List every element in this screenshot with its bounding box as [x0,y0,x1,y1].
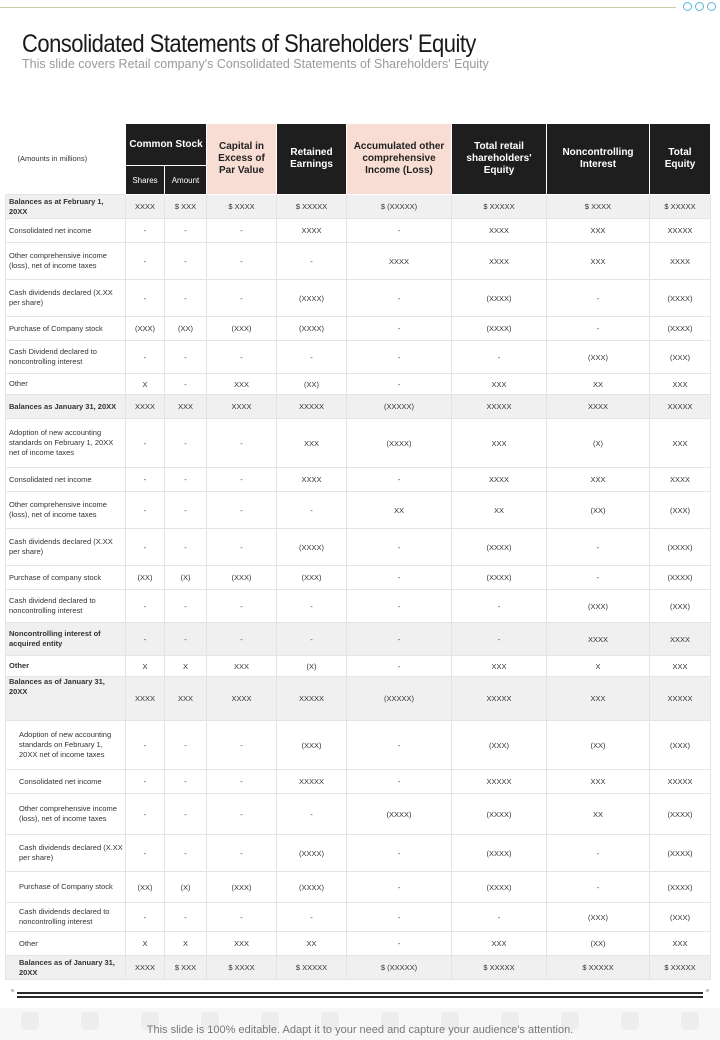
circle-icon [683,2,692,11]
table-row [6,794,711,835]
table-cell: (XXX) [650,903,711,932]
table-cell: - [126,903,165,932]
table-cell: (XXXX) [452,280,547,317]
table-cell: (XXX) [207,317,277,341]
col-common-stock: Common Stock [126,124,207,166]
row-label: Adoption of new accounting standards on February 1, 20XX net of income taxes [6,419,126,468]
col-aoci: Accumulated other comprehensive Income (Loss) [347,124,452,195]
table-cell: $ XXXXX [650,195,711,219]
table-cell: - [126,492,165,529]
table-row [6,219,711,243]
table-cell: (X) [547,419,650,468]
table-cell: XXX [452,419,547,468]
table-cell: XXX [547,770,650,794]
table-cell: (XX) [277,374,347,395]
row-label: Cash Dividend declared to noncontrolling interest [6,341,126,374]
table-cell: XXXX [650,243,711,280]
table-cell: - [207,794,277,835]
table-row [6,677,711,721]
table-cell: (XXX) [650,341,711,374]
table-cell: XXXX [207,395,277,419]
table-cell: XXXX [126,956,165,980]
table-cell: XXXX [126,395,165,419]
table-cell: - [452,341,547,374]
table-cell: XXXX [452,219,547,243]
decorative-dot [11,989,14,992]
row-label: Cash dividends declared to noncontrolling interest [6,903,126,932]
row-label: Purchase of Company stock [6,872,126,903]
table-cell: X [547,656,650,677]
footer-rule [17,996,703,998]
table-cell: - [165,529,207,566]
table-cell: (XXX) [547,341,650,374]
table-cell: XXXX [650,468,711,492]
table-cell: XXXX [452,468,547,492]
table-cell: XXX [165,677,207,721]
table-cell: (XX) [126,872,165,903]
table-cell: (XXXX) [650,529,711,566]
table-cell: $ XXXXX [650,956,711,980]
table-cell: $ XXXX [207,195,277,219]
table-cell: - [277,492,347,529]
table-cell: - [277,903,347,932]
table-cell: - [165,903,207,932]
table-cell: - [277,590,347,623]
table-cell: (XXXX) [650,317,711,341]
table-cell: XXXXX [452,395,547,419]
table-cell: XXX [547,677,650,721]
table-cell: - [126,835,165,872]
table-cell: - [347,835,452,872]
table-cell: $ XXXXX [547,956,650,980]
table-cell: XXXX [126,677,165,721]
footer-rule [17,992,703,994]
table-row [6,835,711,872]
table-cell: - [347,468,452,492]
row-label: Purchase of Company stock [6,317,126,341]
row-label: Balances as of January 31, 20XX [6,677,126,721]
col-noncontrolling: Noncontrolling Interest [547,124,650,195]
table-cell: - [547,317,650,341]
table-row [6,656,711,677]
table-cell: - [126,590,165,623]
table-cell: - [165,374,207,395]
table-cell: $ XXXXX [452,956,547,980]
row-label: Cash dividends declared (X.XX per share) [6,835,126,872]
table-cell: $ (XXXXX) [347,195,452,219]
table-cell: X [165,656,207,677]
table-cell: (X) [277,656,347,677]
table-cell: (XXXX) [650,794,711,835]
table-cell: (XXXX) [277,529,347,566]
table-cell: XXX [207,656,277,677]
table-cell: (X) [165,566,207,590]
table-cell: (XXX) [547,590,650,623]
table-row [6,492,711,529]
table-cell: - [277,623,347,656]
table-cell: - [207,529,277,566]
table-cell: XX [547,374,650,395]
table-cell: (XXX) [277,721,347,770]
table-cell: - [126,623,165,656]
table-header [6,124,711,195]
table-cell: - [165,794,207,835]
col-shares: Shares [126,166,165,195]
table-cell: - [165,835,207,872]
table-cell: - [165,770,207,794]
decorative-dot [706,989,709,992]
table-cell: (XXXX) [650,835,711,872]
table-cell: (XXXX) [277,835,347,872]
table-cell: - [347,903,452,932]
table-cell: - [347,374,452,395]
table-cell: (XX) [547,932,650,956]
table-cell: XXX [547,468,650,492]
table-cell: (XX) [126,566,165,590]
table-cell: - [126,419,165,468]
table-cell: XXXXX [452,770,547,794]
table-cell: XXXXX [277,395,347,419]
row-label: Balances as January 31, 20XX [6,395,126,419]
row-label: Other [6,932,126,956]
table-cell: - [207,903,277,932]
table-cell: XXXX [277,468,347,492]
table-cell: $ XXXX [547,195,650,219]
table-cell: XXXX [207,677,277,721]
table-row [6,280,711,317]
row-label: Balances as at February 1, 20XX [6,195,126,219]
page-title: Consolidated Statements of Shareholders' Equity [22,30,476,58]
table-cell: - [347,280,452,317]
table-row [6,395,711,419]
table-cell: XX [277,932,347,956]
table-cell: (XXX) [277,566,347,590]
row-label: Cash dividends declared (X.XX per share) [6,280,126,317]
table-cell: XXXXX [277,770,347,794]
table-cell: - [165,419,207,468]
table-cell: - [347,872,452,903]
table-cell: (XXXX) [452,566,547,590]
table-row [6,623,711,656]
row-label: Consolidated net income [6,468,126,492]
table-cell: - [126,468,165,492]
table-cell: (XXX) [452,721,547,770]
table-cell: XX [452,492,547,529]
col-total-retail: Total retail shareholders' Equity [452,124,547,195]
table-cell: (XXXX) [452,529,547,566]
table-cell: - [347,219,452,243]
table-cell: $ (XXXXX) [347,956,452,980]
table-cell: (XXXX) [347,794,452,835]
table-row [6,903,711,932]
table-cell: - [347,656,452,677]
table-cell: - [126,794,165,835]
table-row [6,590,711,623]
table-cell: (XXXX) [650,280,711,317]
table-cell: - [126,529,165,566]
table-cell: - [347,317,452,341]
table-row [6,721,711,770]
table-cell: (XXX) [650,492,711,529]
table-cell: XXX [452,656,547,677]
table-cell: (XXXX) [650,566,711,590]
table-cell: - [126,770,165,794]
col-amount: Amount [165,166,207,195]
equity-table [5,123,711,980]
table-cell: - [452,903,547,932]
table-cell: - [126,721,165,770]
table-row [6,529,711,566]
table-cell: XXXXX [650,395,711,419]
table-cell: (XXXX) [347,419,452,468]
table-cell: XX [547,794,650,835]
table-cell: - [165,721,207,770]
table-cell: - [165,280,207,317]
row-label: Other [6,656,126,677]
table-cell: - [126,280,165,317]
table-cell: XXXX [547,623,650,656]
table-cell: (XXX) [547,903,650,932]
table-cell: - [452,623,547,656]
table-cell: X [165,932,207,956]
table-cell: $ XXXXX [277,956,347,980]
table-cell: (XXX) [650,590,711,623]
table-cell: XXXX [277,219,347,243]
table-cell: (X) [165,872,207,903]
table-cell: XXX [547,219,650,243]
table-cell: $ XXX [165,195,207,219]
row-label: Other [6,374,126,395]
table-cell: - [277,341,347,374]
table-cell: (XXX) [650,721,711,770]
table-cell: XXXX [452,243,547,280]
table-cell: - [207,590,277,623]
col-total-equity: Total Equity [650,124,711,195]
table-cell: XXX [207,932,277,956]
table-cell: - [347,623,452,656]
table-cell: (XXXX) [277,317,347,341]
table-cell: $ XXXXX [452,195,547,219]
table-cell: (XXXXX) [347,395,452,419]
table-cell: X [126,932,165,956]
table-cell: - [207,835,277,872]
table-cell: - [347,932,452,956]
table-cell: XXX [650,656,711,677]
table-cell: - [165,219,207,243]
table-cell: - [347,590,452,623]
row-label: Purchase of company stock [6,566,126,590]
table-cell: - [547,835,650,872]
table-cell: - [347,566,452,590]
page-subtitle: This slide covers Retail company's Consolidated Statements of Shareholders' Equity [22,57,489,71]
table-cell: - [207,419,277,468]
table-row [6,341,711,374]
table-row [6,566,711,590]
table-cell: - [452,590,547,623]
table-cell: (XXX) [207,872,277,903]
table-row [6,317,711,341]
table-cell: XXXXX [650,677,711,721]
row-label: Other comprehensive income (loss), net of income taxes [6,794,126,835]
table-cell: - [165,243,207,280]
table-cell: X [126,374,165,395]
table-cell: - [165,590,207,623]
table-row [6,932,711,956]
row-label: Other comprehensive income (loss), net of income taxes [6,243,126,280]
table-row [6,195,711,219]
table-cell: - [126,341,165,374]
table-cell: - [547,529,650,566]
table-cell: (XXXXX) [347,677,452,721]
row-label: Noncontrolling interest of acquired entity [6,623,126,656]
table-row [6,770,711,794]
table-row [6,243,711,280]
table-cell: - [347,770,452,794]
table-cell: (XXXX) [452,317,547,341]
table-cell: (XXXX) [277,280,347,317]
table-cell: - [277,794,347,835]
table-cell: (XXXX) [452,794,547,835]
table-cell: - [207,492,277,529]
table-cell: XXXX [126,195,165,219]
table-cell: XXX [650,932,711,956]
table-cell: XXX [650,374,711,395]
table-cell: X [126,656,165,677]
row-label: Consolidated net income [6,219,126,243]
circle-icon [707,2,716,11]
table-cell: XXXXX [650,770,711,794]
table-cell: $ XXX [165,956,207,980]
table-cell: (XX) [547,721,650,770]
row-label: Balances as of January 31, 20XX [6,956,126,980]
table-cell: - [165,492,207,529]
row-label: Cash dividends declared (X.XX per share) [6,529,126,566]
table-cell: XXXXX [277,677,347,721]
table-cell: $ XXXX [207,956,277,980]
circle-icon [695,2,704,11]
table-cell: - [207,280,277,317]
table-cell: (XX) [547,492,650,529]
table-cell: - [547,872,650,903]
table-cell: - [207,623,277,656]
table-cell: - [277,243,347,280]
table-cell: - [347,721,452,770]
table-row [6,374,711,395]
col-retained-earnings: Retained Earnings [277,124,347,195]
table-cell: (XXX) [126,317,165,341]
table-cell: (XXXX) [650,872,711,903]
table-cell: XXX [277,419,347,468]
table-cell: - [207,341,277,374]
table-cell: XXXX [547,395,650,419]
table-cell: $ XXXXX [277,195,347,219]
footer-text: This slide is 100% editable. Adapt it to your need and capture your audience's attention. [146,1024,574,1036]
table-cell: - [165,623,207,656]
table-cell: (XXXX) [277,872,347,903]
table-cell: XXXXX [452,677,547,721]
table-body [6,195,711,980]
table-cell: - [347,341,452,374]
table-cell: - [207,770,277,794]
decorative-circles [683,2,716,11]
table-cell: XXXX [347,243,452,280]
table-cell: (XX) [165,317,207,341]
table-cell: - [207,721,277,770]
top-divider-line [0,7,676,8]
row-label: Cash dividend declared to noncontrolling interest [6,590,126,623]
table-cell: XX [347,492,452,529]
table-cell: - [547,566,650,590]
table-cell: (XXX) [207,566,277,590]
table-row [6,468,711,492]
table-cell: - [165,468,207,492]
table-cell: (XXXX) [452,872,547,903]
amounts-label: (Amounts in millions) [17,153,88,163]
table-cell: XXX [452,932,547,956]
table-cell: XXX [207,374,277,395]
table-cell: (XXXX) [452,835,547,872]
table-row [6,419,711,468]
table-cell: - [207,243,277,280]
table-cell: - [547,280,650,317]
row-label: Other comprehensive income (loss), net of income taxes [6,492,126,529]
table-row [6,956,711,980]
row-label: Adoption of new accounting standards on February 1, 20XX net of income taxes [6,721,126,770]
table-cell: XXX [650,419,711,468]
table-cell: - [347,529,452,566]
row-label: Consolidated net income [6,770,126,794]
table-cell: - [126,219,165,243]
table-row [6,872,711,903]
table-cell: XXXXX [650,219,711,243]
table-cell: - [165,341,207,374]
table-cell: XXXX [650,623,711,656]
table-cell: XXX [547,243,650,280]
table-cell: - [207,468,277,492]
table-cell: XXX [452,374,547,395]
col-capital-excess: Capital in Excess of Par Value [207,124,277,195]
table-cell: - [126,243,165,280]
table-cell: XXX [165,395,207,419]
table-cell: - [207,219,277,243]
